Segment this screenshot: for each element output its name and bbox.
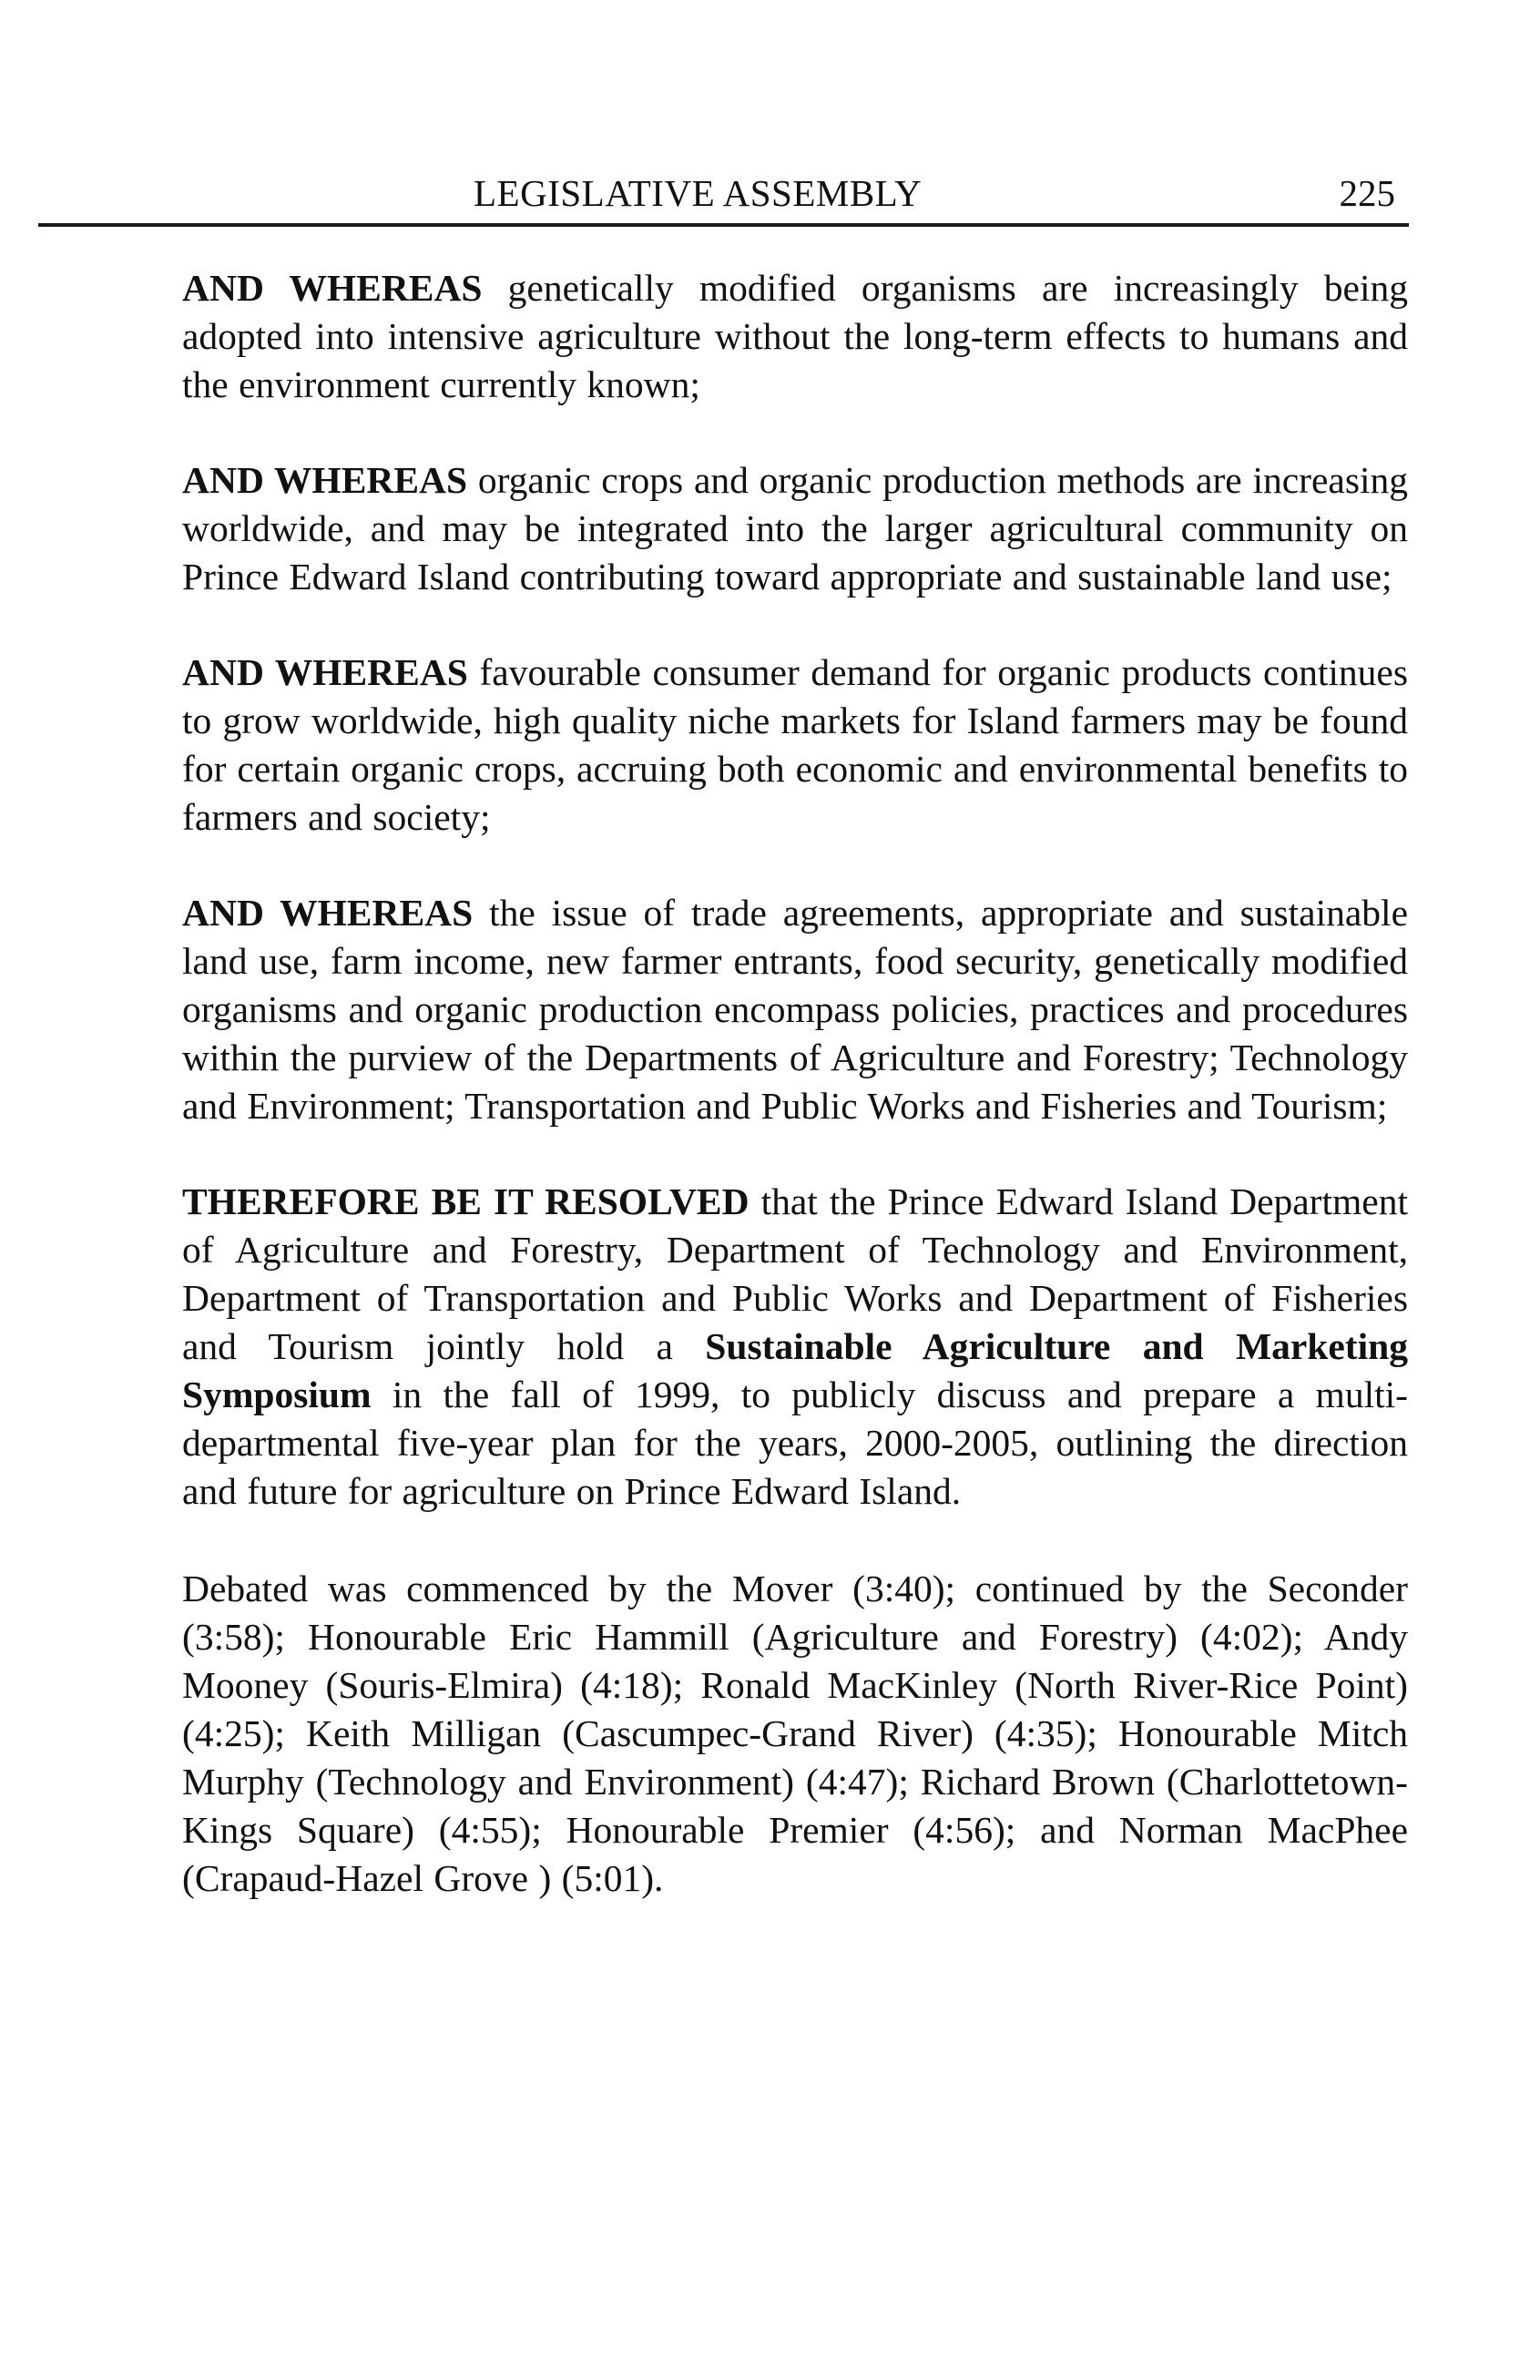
page-header <box>0 0 1540 237</box>
clause-text: organic crops and organic production methods are increasing worldwide, and may be integrated into the larger agricultural community on Prince Edward Island contributing toward appropriate and sustainable land use; <box>182 459 1408 598</box>
document-title: LEGISLATIVE ASSEMBLY <box>474 172 923 214</box>
clause-text: genetically modified organisms are increasingly being adopted into intensive agriculture without the long-term effects to humans and the environment currently known; <box>182 267 1408 405</box>
resolution-text-before: that the Prince Edward Island Department of Agriculture and Forestry, Department of Technology and Environment, Department of Transportation and Public Works and Department of Fisheries and Tourism jointly hold a <box>182 1180 1408 1367</box>
clause-text: the issue of trade agreements, appropriate and sustainable land use, farm income, new farmer entrants, food security, genetically modified organisms and organic production encompass policies, practices and procedures within the purview of the Departments of Agriculture and Forestry; Technology and Environment; Transportation and Public Works and Fisheries and Tourism; <box>182 892 1408 1127</box>
clause-text: favourable consumer demand for organic products continues to grow worldwide, high quality niche markets for Island farmers may be found for certain organic crops, accruing both economic and environmental benefits to farmers and society; <box>182 651 1409 838</box>
clause-lead: AND WHEREAS <box>182 459 468 501</box>
page-number: 225 <box>1339 172 1395 214</box>
resolution-lead: THEREFORE BE IT RESOLVED <box>182 1180 750 1222</box>
resolution-text-after: in the fall of 1999, to publicly discuss and prepare a multi-departmental five-year plan for the years, 2000-2005, outlining the direction and future for agriculture on Prince Edward Island. <box>182 1374 1408 1512</box>
whereas-paragraph-2 <box>182 456 1408 601</box>
clause-lead: AND WHEREAS <box>182 892 474 934</box>
symposium-name: Sustainable Agriculture and Marketing Symposium <box>182 1325 1408 1415</box>
header-rule <box>38 223 1409 227</box>
whereas-paragraph-1 <box>182 264 1408 409</box>
debate-record: Debated was commenced by the Mover (3:40); continued by the Seconder (3:58); Honourable Eric Hammill (Agriculture and Forestry) (4:02); Andy Mooney (Souris-Elmira) (4:18); Ronald MacKinley (North River-Rice Point) (4:25); Keith Milligan (Cascumpec-Grand River) (4:35); Honourable Mitch Murphy (Technology and Environment) (4:47); Richard Brown (Charlottetown-Kings Square) (4:55); Honourable Premier (4:56); and Norman MacPhee (Crapaud-Hazel Grove ) (5:01). <box>182 1568 1408 1899</box>
body-text <box>182 264 1408 1950</box>
clause-lead: AND WHEREAS <box>182 651 468 693</box>
resolution-paragraph <box>182 1178 1408 1516</box>
clause-lead: AND WHEREAS <box>182 267 483 309</box>
whereas-paragraph-3 <box>182 649 1408 842</box>
whereas-paragraph-4 <box>182 889 1408 1130</box>
running-head <box>182 164 1408 219</box>
